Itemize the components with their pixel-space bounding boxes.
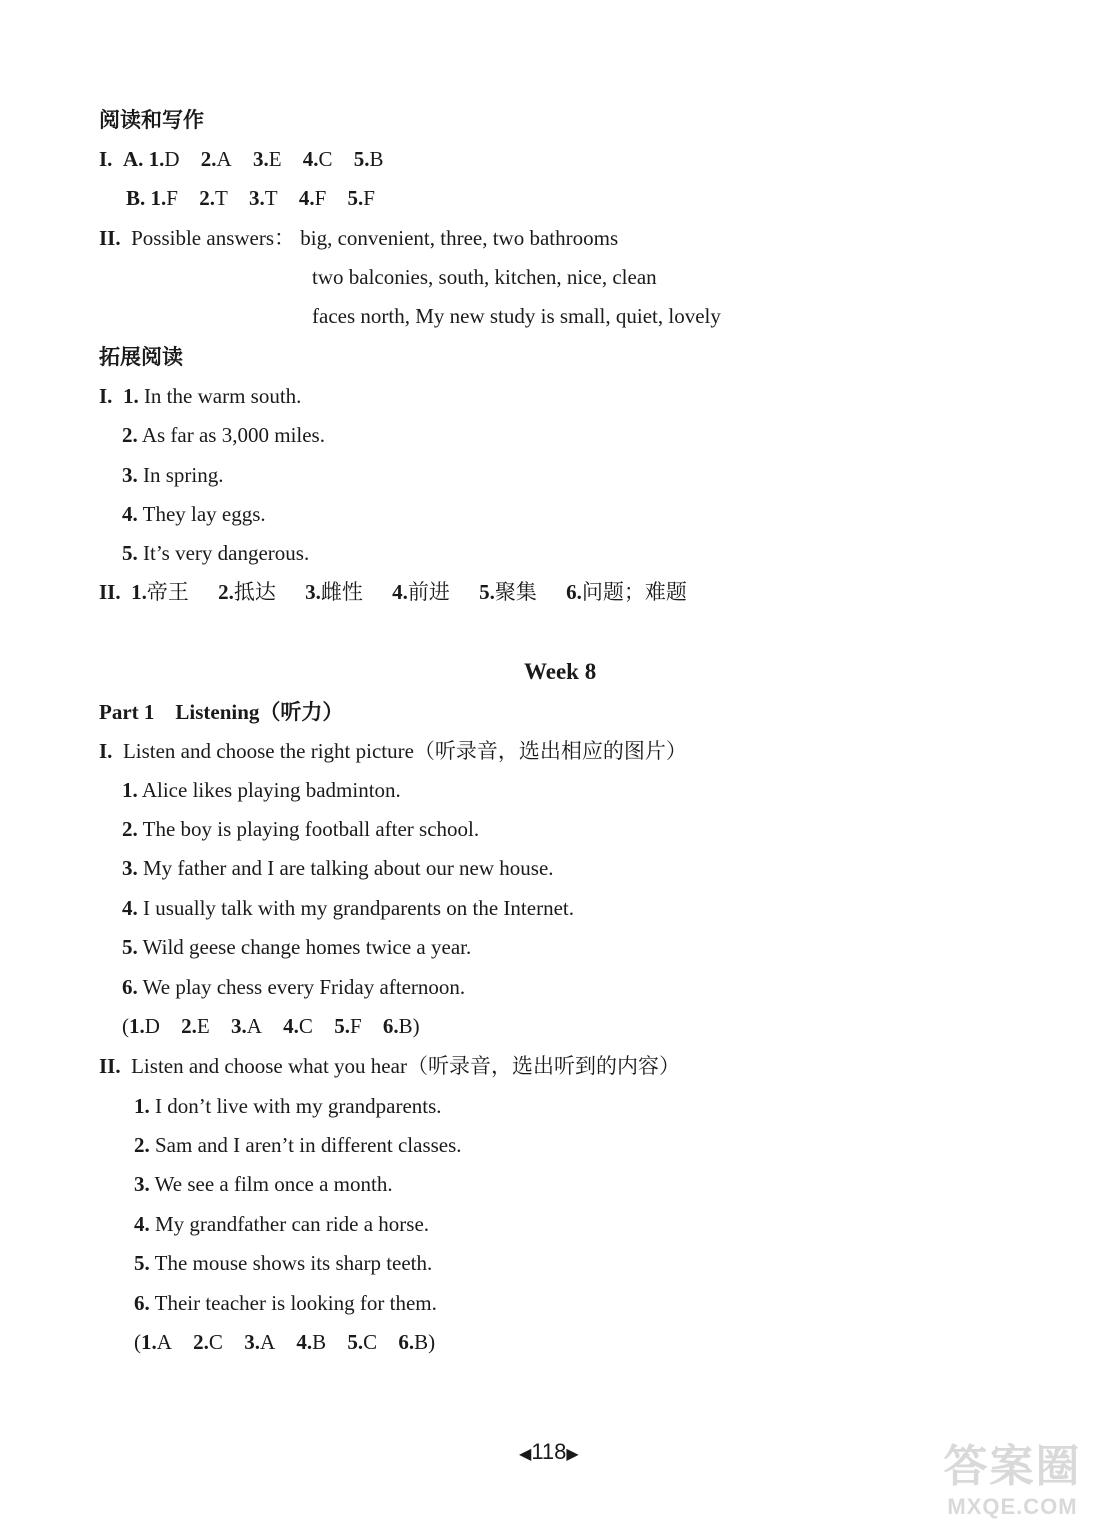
answer-row-vocab xyxy=(99,579,687,605)
item-number: 5. xyxy=(122,541,138,565)
item-number: 2. xyxy=(193,1330,209,1354)
item-number: 4. xyxy=(392,580,408,604)
answer-row-1b xyxy=(126,185,375,211)
watermark-site-text: MXQE.COM xyxy=(947,1494,1078,1519)
answer-text: 雌性 xyxy=(320,580,363,604)
answer-text: 帝王 xyxy=(146,580,189,604)
item-number: 3. xyxy=(305,580,321,604)
watermark-main-text: 答案圈 xyxy=(943,1442,1082,1491)
question-number: II. xyxy=(99,580,121,604)
answer-value: C xyxy=(208,1330,223,1354)
item-number: 3. xyxy=(231,1014,247,1038)
item-number: 4. xyxy=(134,1212,150,1236)
answer-value: A xyxy=(246,1014,262,1038)
answer-text: 前进 xyxy=(407,580,450,604)
answer-value: C xyxy=(318,147,333,171)
item-number: 3. xyxy=(244,1330,260,1354)
item-number: 3. xyxy=(252,147,269,171)
item-number: 3. xyxy=(122,856,138,880)
list-item xyxy=(122,974,465,1000)
answer-value: C xyxy=(298,1014,313,1038)
list-item xyxy=(122,422,325,448)
item-number: 2. xyxy=(199,186,215,210)
list-item xyxy=(134,1171,393,1197)
answer-row-1a xyxy=(99,146,384,172)
answer-value: D xyxy=(164,147,180,171)
item-number: 4. xyxy=(302,147,319,171)
answer-value: T xyxy=(214,186,228,210)
list-item xyxy=(122,855,554,881)
item-number: 1. xyxy=(131,580,147,604)
page-number-value: 118 xyxy=(531,1439,567,1464)
item-number: 5. xyxy=(334,1014,350,1038)
answer-value: F xyxy=(363,186,375,210)
section-heading-reading-writing: 阅读和写作 xyxy=(99,108,204,132)
answer-value: B xyxy=(369,147,384,171)
item-number: 4. xyxy=(122,896,138,920)
item-number: 3. xyxy=(134,1172,150,1196)
answer-text: As far as 3,000 miles. xyxy=(141,423,325,447)
possible-answers-label: Possible answers： xyxy=(131,226,296,250)
question-number: II. xyxy=(99,1054,121,1078)
item-text: I don’t live with my grandparents. xyxy=(155,1094,442,1118)
item-number: 3. xyxy=(249,186,265,210)
list-item xyxy=(122,462,224,488)
list-item xyxy=(122,777,401,803)
item-text: We play chess every Friday afternoon. xyxy=(142,975,466,999)
answer-text: 问题；难题 xyxy=(581,580,687,604)
left-triangle-icon: ◀ xyxy=(519,1446,532,1463)
item-number: 2. xyxy=(200,147,217,171)
item-number: 1. xyxy=(148,147,165,171)
answer-value: F xyxy=(349,1014,362,1038)
item-number: 4. xyxy=(296,1330,313,1354)
answer-value: B xyxy=(414,1330,429,1354)
answer-text-line: faces north, My new study is small, quiet, lovely xyxy=(312,304,721,328)
question-number: I. xyxy=(99,147,113,171)
section-heading-extended-reading: 拓展阅读 xyxy=(99,345,183,369)
list-item xyxy=(122,934,471,960)
item-text: The mouse shows its sharp teeth. xyxy=(154,1251,433,1275)
answer-key-1: (1.D 2.E 3.A 4.C 5.F 6.B) xyxy=(122,1014,420,1038)
answer-text: In spring. xyxy=(143,463,224,487)
item-number: 5. xyxy=(347,1330,364,1354)
item-number: 5. xyxy=(347,186,364,210)
right-triangle-icon: ▶ xyxy=(566,1446,579,1463)
answer-value: T xyxy=(264,186,278,210)
answer-value: A xyxy=(259,1330,276,1354)
answer-value: B xyxy=(398,1014,413,1038)
list-item xyxy=(122,816,479,842)
answer-value: A xyxy=(216,147,232,171)
item-text: Sam and I aren’t in different classes. xyxy=(155,1133,462,1157)
item-number: 1. xyxy=(122,778,138,802)
item-number: 2. xyxy=(122,817,138,841)
instruction-1 xyxy=(99,738,687,764)
answer-value: F xyxy=(166,186,178,210)
answer-key-2: (1.A 2.C 3.A 4.B 5.C 6.B) xyxy=(134,1330,436,1354)
answer-value: E xyxy=(196,1014,210,1038)
watermark-logo xyxy=(920,1440,1105,1532)
list-item xyxy=(122,540,309,566)
answer-text: They lay eggs. xyxy=(142,502,266,526)
answer-value: B xyxy=(312,1330,327,1354)
part-heading xyxy=(99,699,343,725)
answer-value: D xyxy=(144,1014,160,1038)
item-number: 4. xyxy=(122,502,138,526)
answer-text: big, convenient, three, two bathrooms xyxy=(300,226,619,250)
item-number: 1. xyxy=(122,384,139,408)
item-text: Wild geese change homes twice a year. xyxy=(142,935,472,959)
item-text: The boy is playing football after school. xyxy=(142,817,480,841)
item-text: Alice likes playing badminton. xyxy=(141,778,401,802)
item-text: We see a film once a month. xyxy=(154,1172,393,1196)
item-number: 2. xyxy=(134,1133,150,1157)
item-number: 2. xyxy=(122,423,138,447)
list-item xyxy=(134,1250,432,1276)
instruction-text: Listen and choose the right picture（听录音，选出相应的图片） xyxy=(122,739,687,763)
item-number: 2. xyxy=(218,580,234,604)
item-number: 2. xyxy=(181,1014,197,1038)
item-number: 1. xyxy=(129,1014,145,1038)
question-number: I. xyxy=(99,739,113,763)
answer-value: A xyxy=(156,1330,172,1354)
item-number: 6. xyxy=(122,975,138,999)
list-item xyxy=(122,895,574,921)
item-text: My father and I are talking about our new house. xyxy=(143,856,554,880)
item-number: 5. xyxy=(134,1251,150,1275)
sub-label: B. xyxy=(126,186,146,210)
item-text: I usually talk with my grandparents on the Internet. xyxy=(143,896,574,920)
list-item xyxy=(134,1093,442,1119)
item-number: 6. xyxy=(566,580,582,604)
instruction-2 xyxy=(99,1053,680,1079)
answer-value: C xyxy=(363,1330,378,1354)
answer-value: E xyxy=(268,147,282,171)
item-number: 5. xyxy=(479,580,495,604)
part-title: Listening（听力） xyxy=(175,700,344,724)
item-number: 1. xyxy=(134,1094,150,1118)
answer-text: It’s very dangerous. xyxy=(143,541,310,565)
list-item xyxy=(134,1132,462,1158)
list-item xyxy=(134,1290,437,1316)
item-number: 6. xyxy=(398,1330,415,1354)
item-text: My grandfather can ride a horse. xyxy=(155,1212,430,1236)
item-number: 5. xyxy=(353,147,370,171)
item-number: 3. xyxy=(122,463,138,487)
item-text: Their teacher is looking for them. xyxy=(154,1291,437,1315)
item-number: 6. xyxy=(382,1014,399,1038)
answer-text: In the warm south. xyxy=(143,384,302,408)
answer-value: F xyxy=(314,186,327,210)
answer-row-2 xyxy=(99,225,618,251)
item-number: 4. xyxy=(298,186,315,210)
question-number: II. xyxy=(99,226,121,250)
instruction-text: Listen and choose what you hear（听录音，选出听到的内容） xyxy=(131,1054,680,1078)
item-number: 4. xyxy=(283,1014,299,1038)
page-number xyxy=(519,1438,579,1469)
item-number: 1. xyxy=(150,186,167,210)
list-item xyxy=(134,1211,429,1237)
list-item xyxy=(99,383,301,409)
sub-label: A. xyxy=(122,147,144,171)
answer-text: 抵达 xyxy=(233,580,276,604)
answer-text: 聚集 xyxy=(494,580,537,604)
item-number: 6. xyxy=(134,1291,150,1315)
list-item xyxy=(122,501,266,527)
part-label: Part 1 xyxy=(99,700,155,724)
question-number: I. xyxy=(99,384,113,408)
week-title: Week 8 xyxy=(524,659,597,684)
item-number: 5. xyxy=(122,935,138,959)
item-number: 1. xyxy=(141,1330,157,1354)
answer-text-line: two balconies, south, kitchen, nice, clean xyxy=(312,265,657,289)
